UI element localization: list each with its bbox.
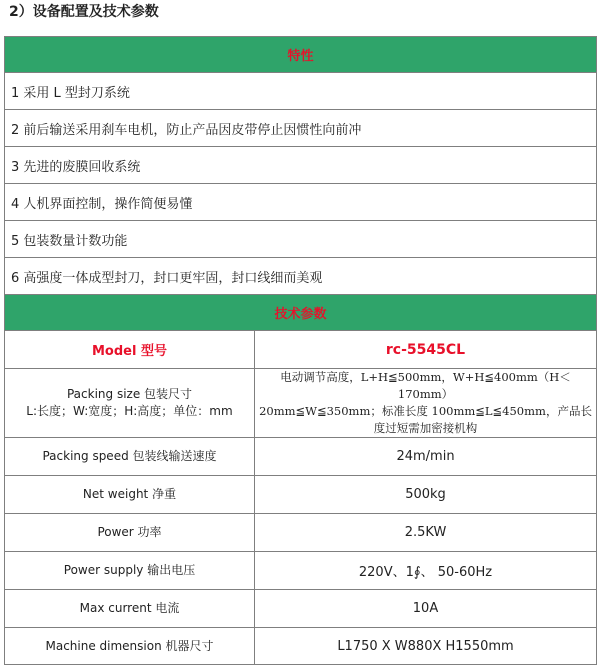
param-value: 220V、1∮、 50-60Hz (255, 552, 597, 590)
param-label-line: Packing size 包装尺寸 (66, 387, 193, 401)
param-label: Packing speed 包装线输送速度 (5, 438, 255, 476)
param-row (5, 552, 597, 590)
param-value: 2.5KW (255, 514, 597, 552)
param-label: Net weight 净重 (5, 476, 255, 514)
param-value-line: 度过短需加密接机构 (373, 421, 478, 435)
feature-item: 3 先进的废膜回收系统 (5, 147, 597, 184)
section-title: 2）设备配置及技术参数 (9, 4, 159, 20)
feature-item: 1 采用 L 型封刀系统 (5, 73, 597, 110)
param-label: Max current 电流 (5, 590, 255, 628)
param-value: 24m/min (255, 438, 597, 476)
spec-table (4, 36, 597, 665)
param-row (5, 590, 597, 628)
param-label-line: L:长度；W:宽度；H:高度；单位：mm (26, 404, 233, 418)
feature-item: 4 人机界面控制，操作简便易懂 (5, 184, 597, 221)
feature-row (5, 73, 597, 110)
feature-row (5, 147, 597, 184)
param-label: Machine dimension 机器尺寸 (5, 628, 255, 665)
param-row (5, 438, 597, 476)
tech-header: 技术参数 (5, 295, 597, 331)
param-row (5, 514, 597, 552)
feature-item: 6 高强度一体成型封刀，封口更牢固，封口线细而美观 (5, 258, 597, 295)
features-header: 特性 (5, 37, 597, 73)
feature-row (5, 258, 597, 295)
param-value: L1750 X W880X H1550mm (255, 628, 597, 665)
model-row (5, 331, 597, 369)
tech-header-row (5, 295, 597, 331)
param-row (5, 476, 597, 514)
model-label: Model 型号 (5, 331, 255, 369)
param-label (5, 369, 255, 438)
feature-item: 2 前后输送采用刹车电机，防止产品因皮带停止因惯性向前冲 (5, 110, 597, 147)
feature-row (5, 221, 597, 258)
param-label: Power supply 输出电压 (5, 552, 255, 590)
feature-row (5, 184, 597, 221)
param-value-line: 电动调节高度，L+H≦500mm，W+H≦400mm（H＜170mm） (280, 370, 571, 401)
param-label: Power 功率 (5, 514, 255, 552)
param-value (255, 369, 597, 438)
feature-item: 5 包装数量计数功能 (5, 221, 597, 258)
param-value: 10A (255, 590, 597, 628)
feature-row (5, 110, 597, 147)
model-value: rc-5545CL (255, 331, 597, 369)
features-header-row (5, 37, 597, 73)
param-value: 500kg (255, 476, 597, 514)
param-row-packing-size (5, 369, 597, 438)
param-row (5, 628, 597, 665)
param-value-line: 20mm≦W≦350mm；标准长度 100mm≦L≦450mm，产品长 (259, 404, 592, 418)
